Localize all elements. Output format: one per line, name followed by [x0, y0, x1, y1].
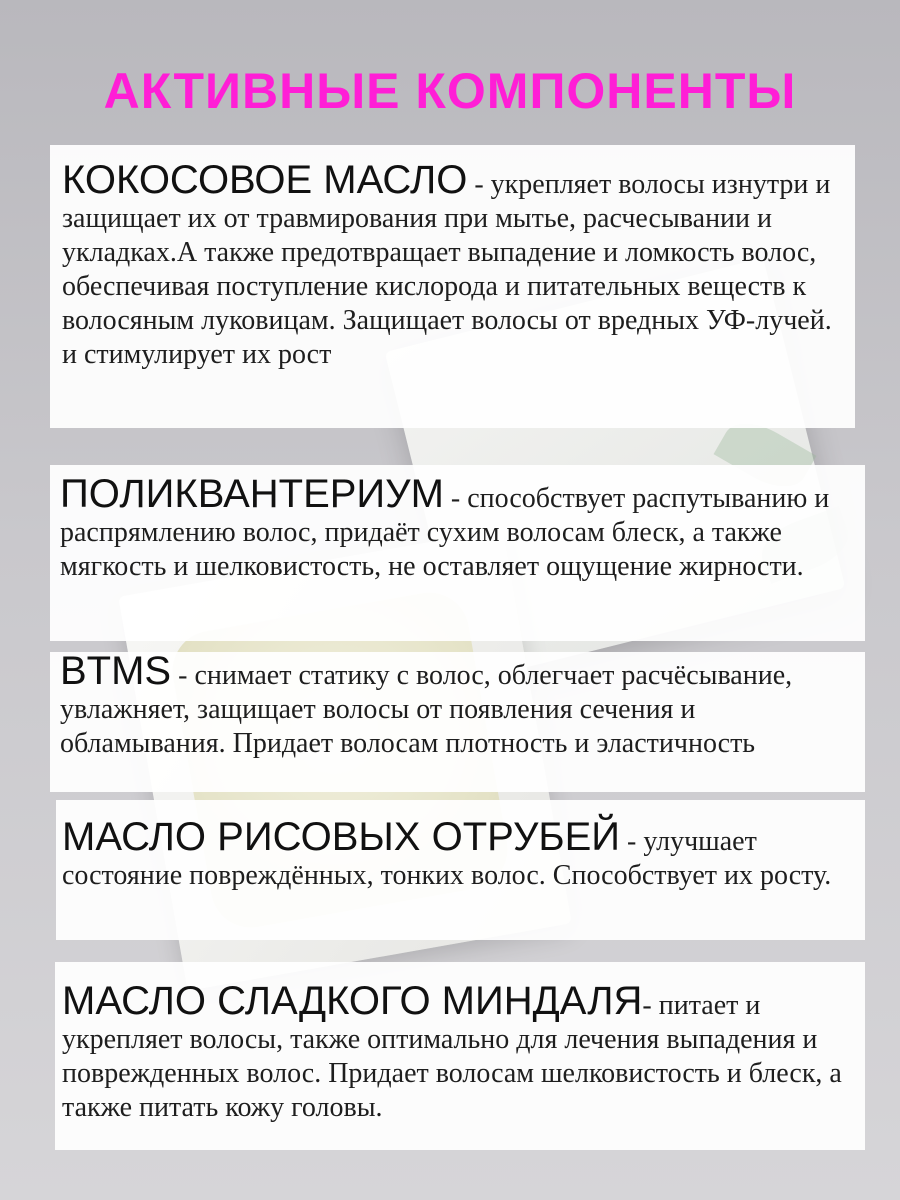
ingredient-card-sweet-almond-oil	[55, 962, 865, 1150]
ingredient-name: КОКОСОВОЕ МАСЛО	[62, 158, 468, 202]
ingredient-name: МАСЛО РИСОВЫХ ОТРУБЕЙ	[62, 815, 621, 859]
ingredient-card-rice-bran-oil	[56, 800, 865, 940]
ingredient-description: - улучшает состояние повреждённых, тонких волос. Способствует их росту.	[62, 826, 832, 891]
ingredient-description: - способствует распутыванию и распрямлению волос, придаёт сухим волосам блеск, а также мягкость и шелковистость, не оставляет ощущение жирности.	[60, 483, 830, 582]
ingredient-name: ПОЛИКВАНТЕРИУМ	[60, 472, 444, 516]
ingredient-card-btms	[50, 649, 865, 792]
ingredient-description: - питает и укрепляет волосы, также оптимально для лечения выпадения и поврежденных волос. Придает волосам шелковистость и блеск, а также питать кожу головы.	[62, 990, 842, 1123]
ingredient-name: BTMS	[60, 649, 172, 693]
ingredient-description: - снимает статику с волос, облегчает расчёсывание, увлажняет, защищает волосы от появления сечения и обламывания. Придает волосам плотность и эластичность	[60, 660, 793, 759]
ingredient-description: - укрепляет волосы изнутри и защищает их от травмирования при мытье, расчесывании и укладках.А также предотвращает выпадение и ломкость волос, обеспечивая поступление кислорода и питательных веществ к волосяным луковицам. Защищает волосы от вредных УФ-лучей. и стимулирует их рост	[62, 169, 832, 370]
ingredient-card-polyquaternium	[50, 465, 865, 641]
ingredient-card-coconut-oil	[50, 145, 855, 428]
ingredient-name: МАСЛО СЛАДКОГО МИНДАЛЯ	[62, 979, 643, 1023]
page-title: АКТИВНЫЕ КОМПОНЕНТЫ	[103, 63, 797, 119]
